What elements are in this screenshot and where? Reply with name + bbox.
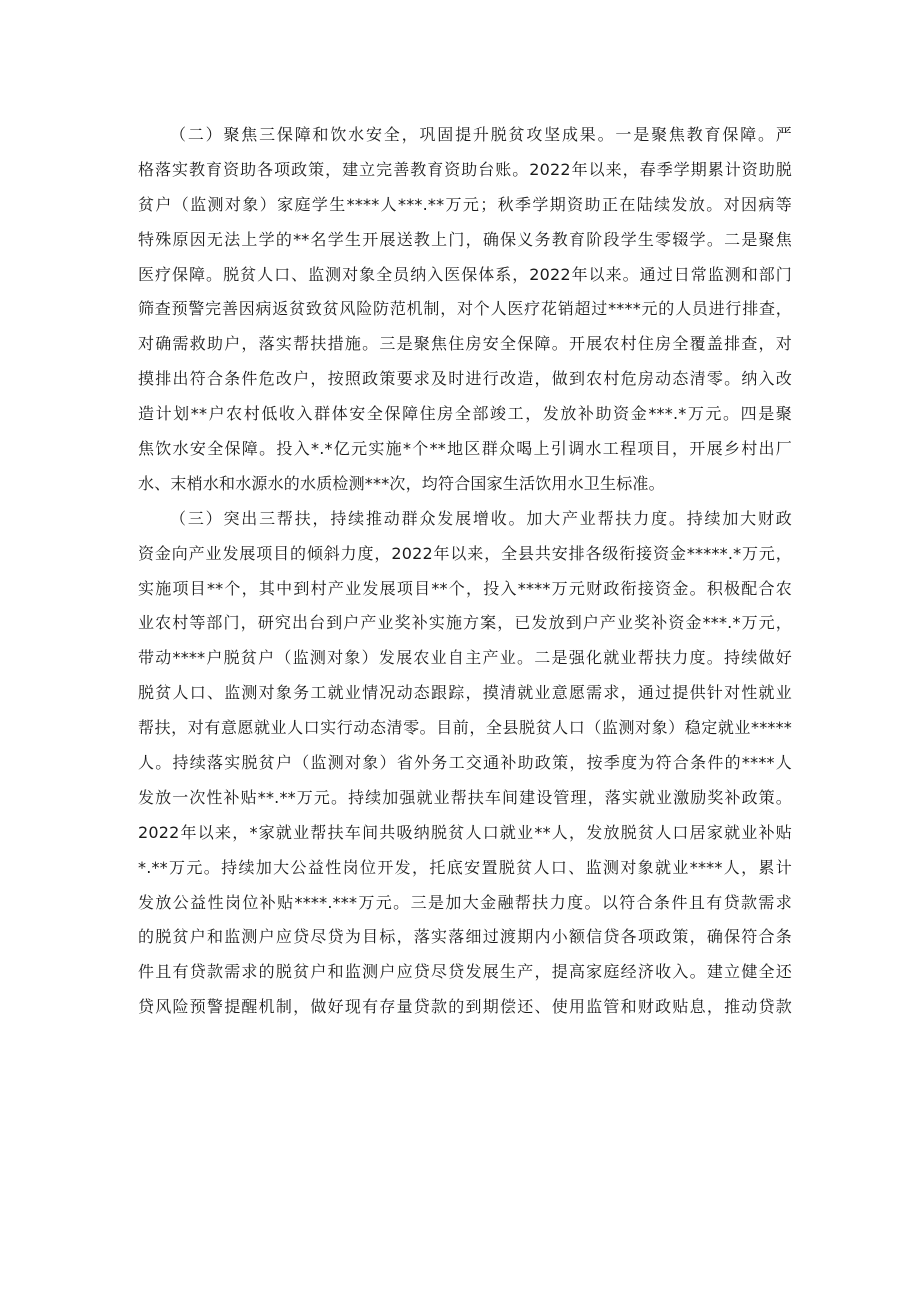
text-line: 贫户（监测对象）家庭学生****人***.**万元；秋季学期资助正在陆续发放。对因病等 — [138, 194, 792, 214]
text-line: 医疗保障。脱贫人口、监测对象全员纳入医保体系，2022年以来。通过日常监测和部门 — [138, 264, 792, 284]
text-line: 造计划**户农村低收入群体安全保障住房全部竣工，发放补助资金***.*万元。四是聚 — [138, 404, 792, 424]
text-line: *.**万元。持续加大公益性岗位开发，托底安置脱贫人口、监测对象就业****人，累计 — [138, 857, 792, 877]
text-line: 特殊原因无法上学的**名学生开展送教上门，确保义务教育阶段学生零辍学。二是聚焦 — [138, 229, 792, 249]
paragraph-section-two — [138, 118, 792, 502]
text-line: 资金向产业发展项目的倾斜力度，2022年以来，全县共安排各级衔接资金*****.*万元， — [138, 543, 792, 563]
text-line: 实施项目**个，其中到村产业发展项目**个，投入****万元财政衔接资金。积极配合农 — [138, 578, 792, 598]
text-line: 对确需救助户，落实帮扶措施。三是聚焦住房安全保障。开展农村住房全覆盖排查，对 — [138, 334, 792, 354]
text-line: 带动****户脱贫户（监测对象）发展农业自主产业。二是强化就业帮扶力度。持续做好 — [138, 648, 792, 668]
text-line: 水、末梢水和水源水的水质检测***次，均符合国家生活饮用水卫生标准。 — [138, 473, 665, 493]
text-line: 摸排出符合条件危改户，按照政策要求及时进行改造，做到农村危房动态清零。纳入改 — [138, 369, 792, 389]
text-line: 发放一次性补贴**.**万元。持续加强就业帮扶车间建设管理，落实就业激励奖补政策。 — [138, 787, 792, 807]
text-line: 件且有贷款需求的脱贫户和监测户应贷尽贷发展生产，提高家庭经济收入。建立健全还 — [138, 962, 792, 982]
paragraph-section-three — [138, 502, 792, 1025]
text-line: 格落实教育资助各项政策，建立完善教育资助台账。2022年以来，春季学期累计资助脱 — [138, 159, 792, 179]
text-line: （三）突出三帮扶，持续推动群众发展增收。加大产业帮扶力度。持续加大财政 — [170, 508, 792, 528]
document-body — [138, 118, 792, 1025]
text-line: 筛查预警完善因病返贫致贫风险防范机制，对个人医疗花销超过****元的人员进行排查， — [138, 299, 792, 319]
text-line: 的脱贫户和监测户应贷尽贷为目标，落实落细过渡期内小额信贷各项政策，确保符合条 — [138, 927, 792, 947]
text-line: 焦饮水安全保障。投入*.*亿元实施*个**地区群众喝上引调水工程项目，开展乡村出厂 — [138, 439, 792, 459]
text-line: 业农村等部门，研究出台到户产业奖补实施方案，已发放到户产业奖补资金***.*万元， — [138, 613, 792, 633]
text-line: 2022年以来，*家就业帮扶车间共吸纳脱贫人口就业**人，发放脱贫人口居家就业补贴 — [138, 822, 792, 842]
text-line: （二）聚焦三保障和饮水安全，巩固提升脱贫攻坚成果。一是聚焦教育保障。严 — [170, 125, 792, 144]
text-line: 贷风险预警提醒机制，做好现有存量贷款的到期偿还、使用监管和财政贴息，推动贷款 — [138, 997, 792, 1017]
text-line: 发放公益性岗位补贴****.***万元。三是加大金融帮扶力度。以符合条件且有贷款需求 — [138, 892, 792, 912]
text-line: 人。持续落实脱贫户（监测对象）省外务工交通补助政策，按季度为符合条件的****人 — [138, 753, 792, 773]
text-line: 帮扶，对有意愿就业人口实行动态清零。目前，全县脱贫人口（监测对象）稳定就业***** — [138, 718, 792, 738]
text-line: 脱贫人口、监测对象务工就业情况动态跟踪，摸清就业意愿需求，通过提供针对性就业 — [138, 683, 792, 703]
